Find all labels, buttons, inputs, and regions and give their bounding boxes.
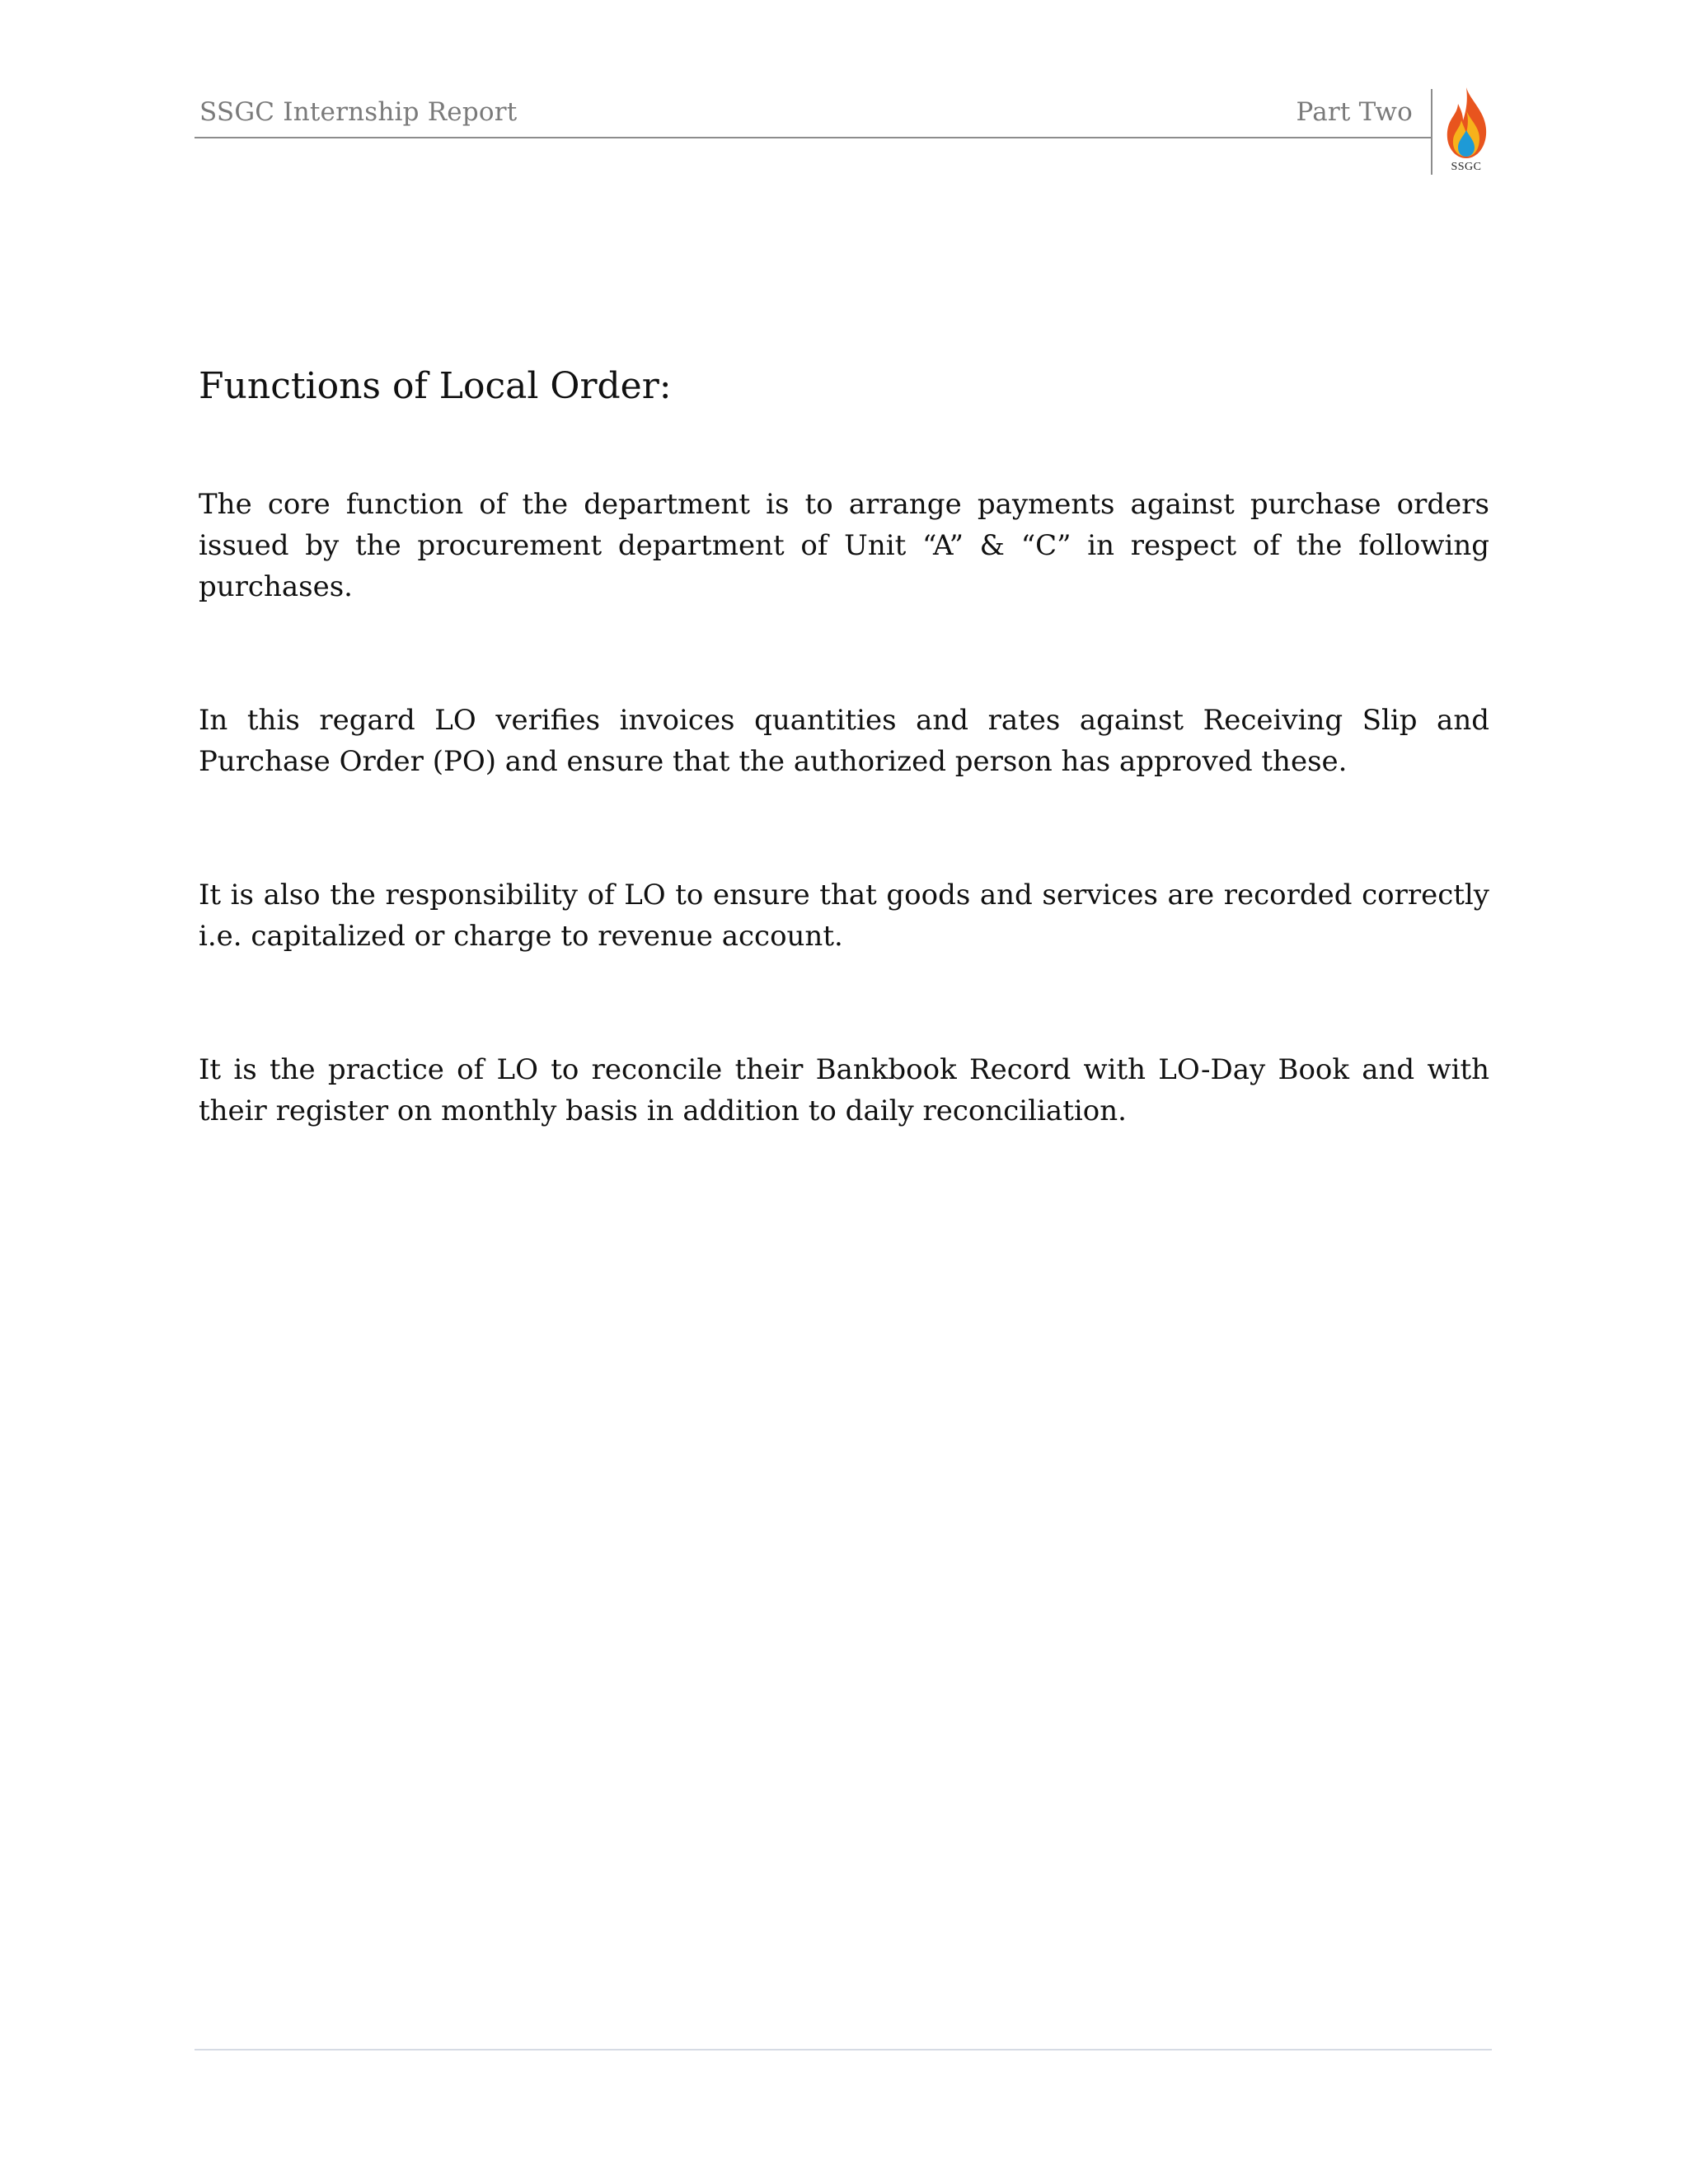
page-header [195, 91, 1431, 140]
logo-text: SSGC [1451, 161, 1482, 173]
section-title: Functions of Local Order: [199, 365, 672, 408]
header-part-label: Part Two [1296, 97, 1413, 127]
ssgc-flame-logo-icon [1441, 86, 1492, 176]
paragraph-verification: In this regard LO verifies invoices quantities and rates against Receiving Slip and Purchase Order (PO) and ensure that the authorized person has approved these. [199, 704, 1489, 778]
header-vertical-rule [1431, 89, 1432, 175]
header-report-title: SSGC Internship Report [199, 97, 518, 127]
paragraph-reconciliation: It is the practice of LO to reconcile their Bankbook Record with LO-Day Book and with their register on monthly basis in addition to daily reconciliation. [199, 1053, 1489, 1127]
header-rule [195, 137, 1431, 138]
flame-icon [1441, 86, 1492, 162]
footer-rule [195, 2049, 1492, 2050]
body-content [199, 484, 1489, 1224]
paragraph-core-function: The core function of the department is to arrange payments against purchase orders issued by the procurement department of Unit “A” & “C” in respect of the following purchases. [199, 488, 1489, 603]
paragraph-responsibility: It is also the responsibility of LO to ensure that goods and services are recorded correctly i.e. capitalized or charge to revenue account. [199, 879, 1489, 953]
